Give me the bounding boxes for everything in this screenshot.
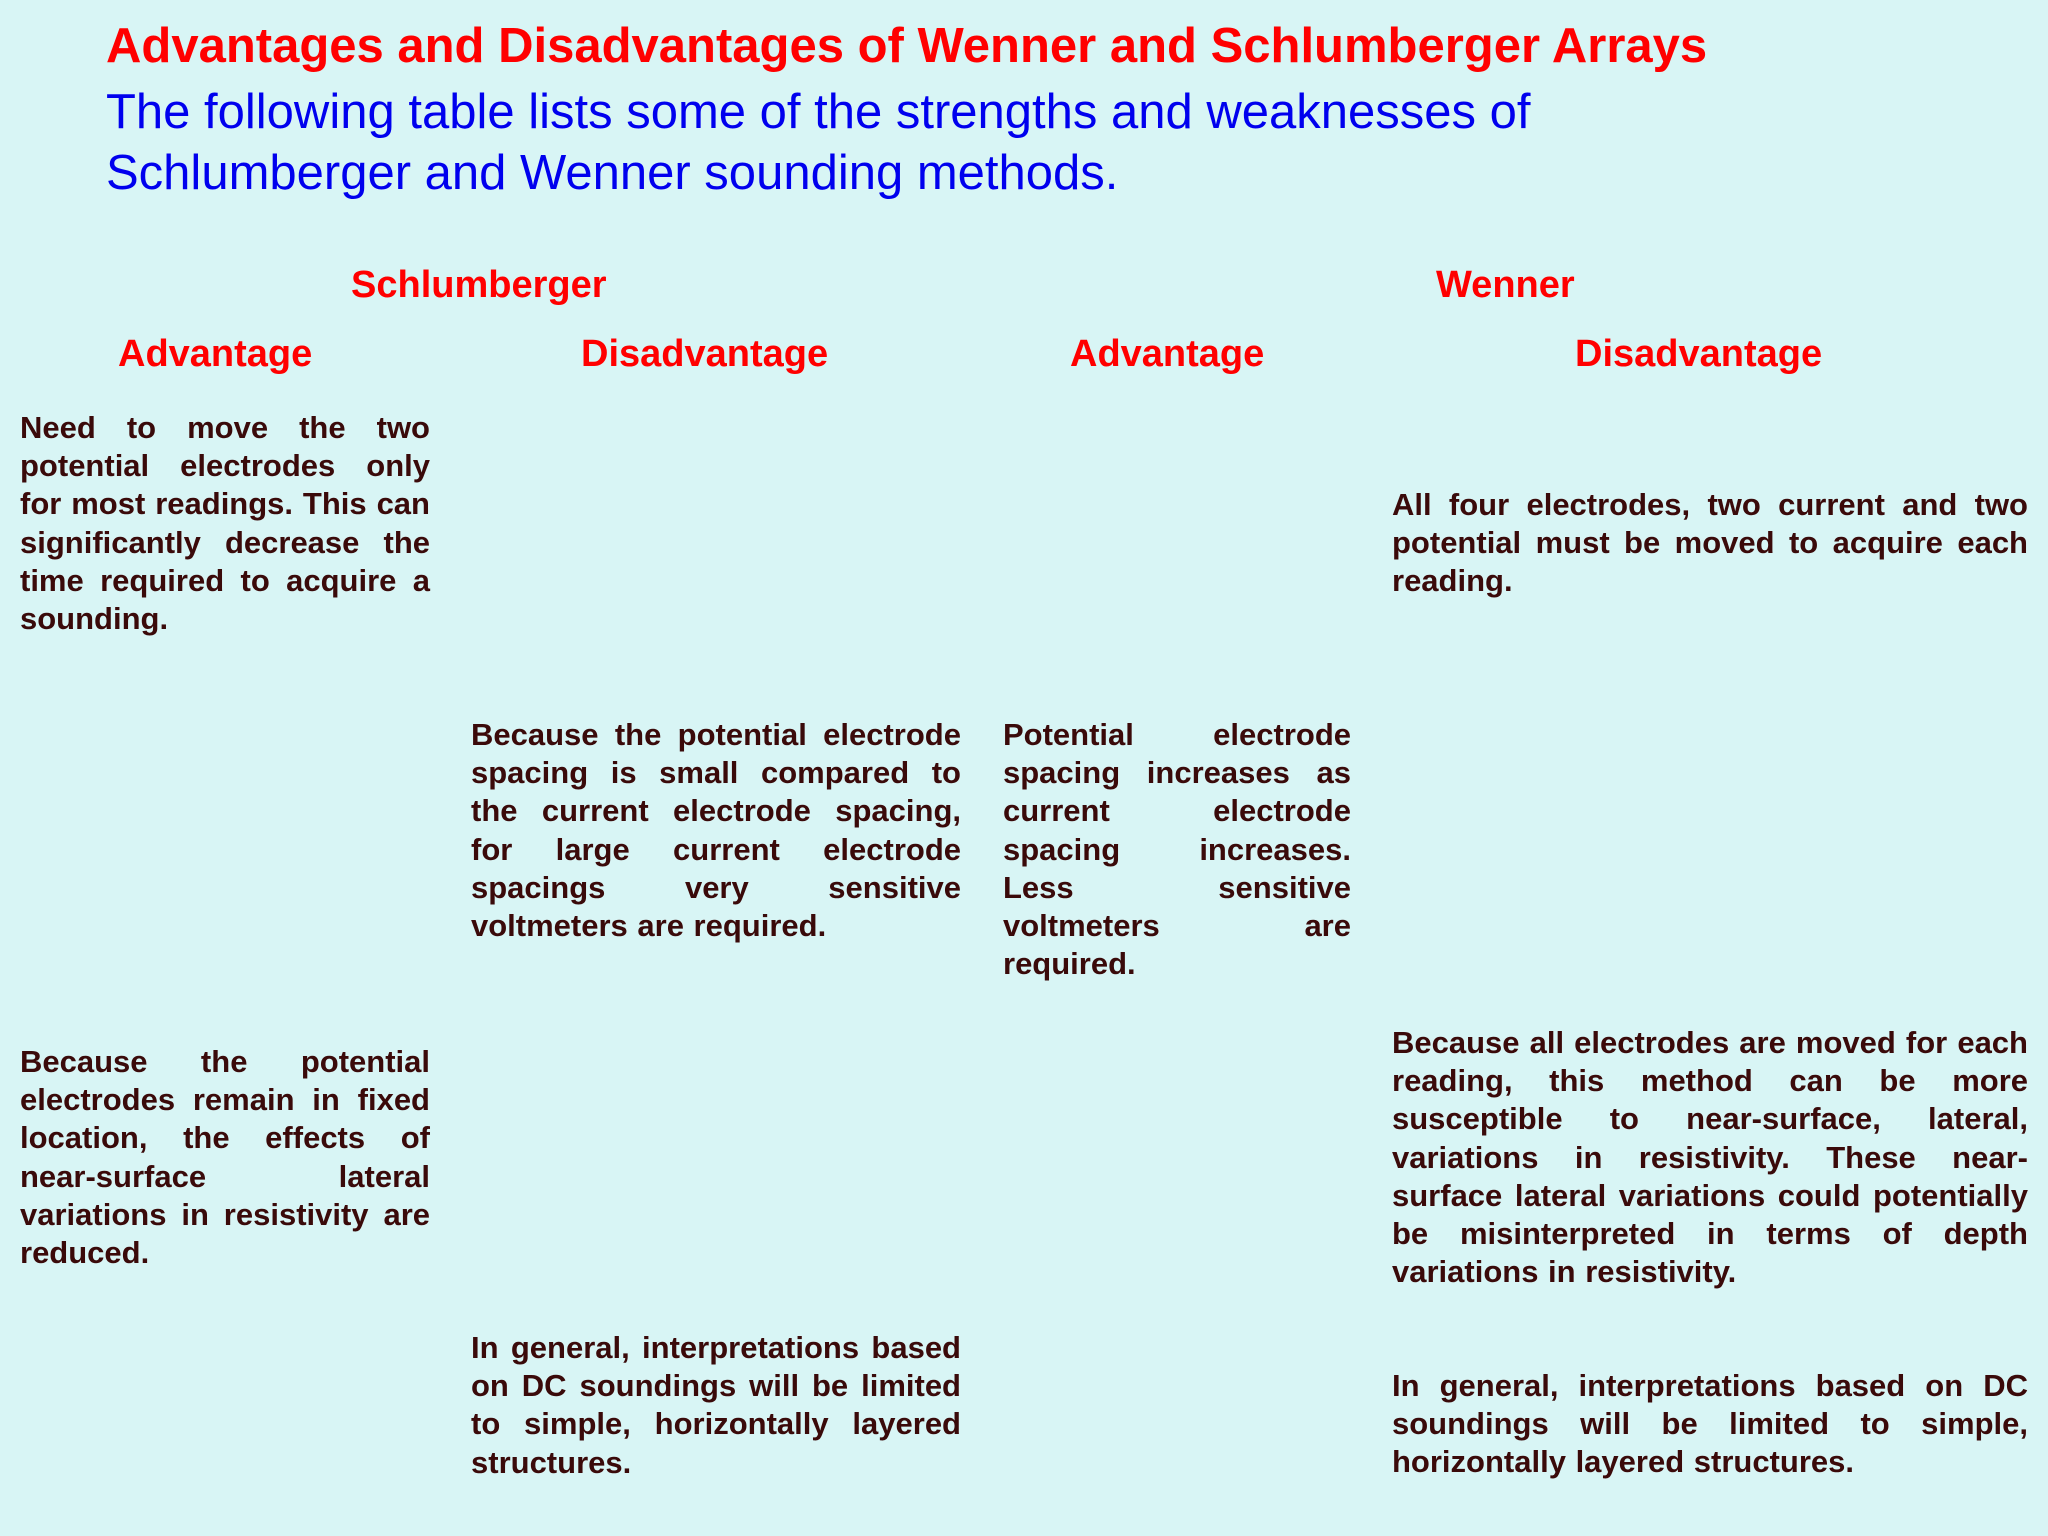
column-header-schlumberger-disadvantage: Disadvantage [581, 333, 829, 375]
column-header-schlumberger-advantage: Advantage [118, 333, 313, 375]
group-header-wenner: Wenner [1436, 264, 1575, 306]
table-cell: In general, interpretations based on DC soundings will be limited to simple, horizontally layered structures. [471, 1330, 961, 1480]
table-cell: Potential electrode spacing increases as current electrode spacing increases. Less sensitive voltmeters are required. [1003, 717, 1351, 982]
table-cell: In general, interpretations based on DC soundings will be limited to simple, horizontally layered structures. [1392, 1368, 2028, 1480]
column-header-wenner-advantage: Advantage [1070, 333, 1265, 375]
table-cell: Because the potential electrodes remain in fixed location, the effects of near-surface lateral variations in resistivity are reduced. [20, 1044, 430, 1271]
table-cell: Because the potential electrode spacing is small compared to the current electrode spacing, for large current electrode spacings very sensitive voltmeters are required. [471, 717, 961, 944]
table-cell: All four electrodes, two current and two potential must be moved to acquire each reading. [1392, 487, 2028, 599]
column-header-wenner-disadvantage: Disadvantage [1575, 333, 1823, 375]
group-header-schlumberger: Schlumberger [351, 264, 607, 306]
page-title: Advantages and Disadvantages of Wenner and Schlumberger Arrays [106, 19, 1708, 73]
page-subtitle: The following table lists some of the strengths and weaknesses of Schlumberger and Wenner sounding methods. [106, 85, 1531, 200]
table-cell: Because all electrodes are moved for each reading, this method can be more susceptible to near-surface, lateral, variations in resistivity. These near-surface lateral variations could potentially be misinterpreted in terms of depth variations in resistivity. [1392, 1025, 2028, 1290]
table-cell: Need to move the two potential electrodes only for most readings. This can significantly decrease the time required to acquire a sounding. [20, 410, 430, 637]
